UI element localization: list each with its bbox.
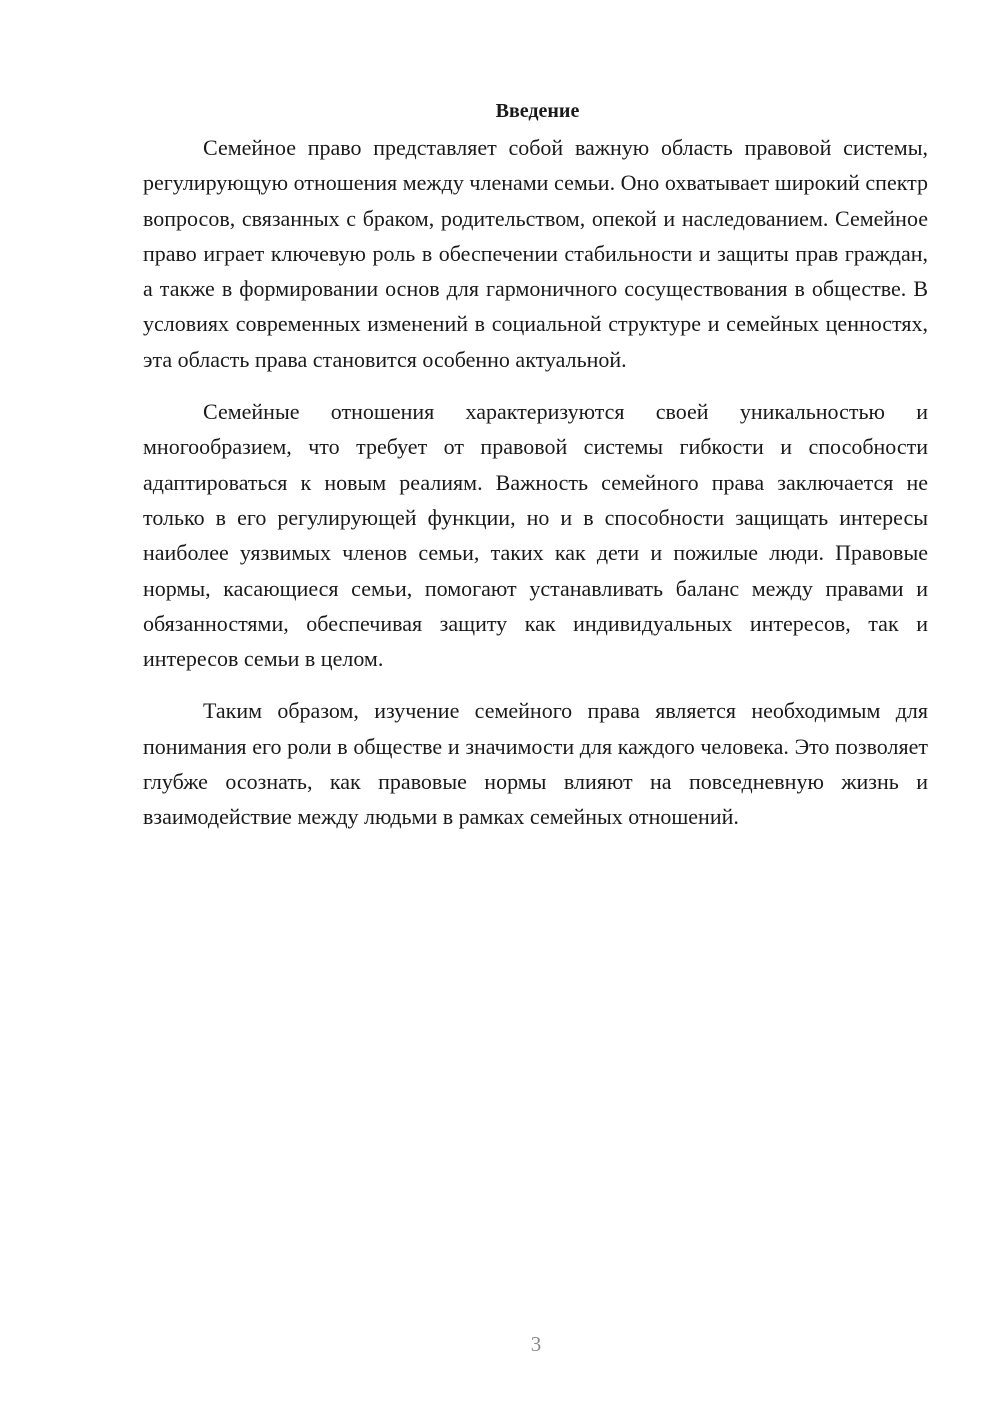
paragraph-1: Семейное право представляет собой важную область правовой системы, регулирующую отношения между членами семьи. Оно охватывает широкий спектр вопросов, связанных с браком, родительством, опекой и наследованием. Семейное право играет ключевую роль в обеспечении стабильности и защиты прав граждан, а также в формировании основ для гармоничного сосуществования в обществе. В условиях современных изменений в социальной структуре и семейных ценностях, эта область права становится особенно актуальной. — [143, 135, 928, 372]
page-number: 3 — [530, 1332, 542, 1356]
page-content — [143, 96, 928, 852]
section-title: Введение — [495, 100, 580, 122]
paragraph-3: Таким образом, изучение семейного права является необходимым для понимания его роли в обществе и значимости для каждого человека. Это позволяет глубже осознать, как правовые нормы влияют на повседневную жизнь и взаимодействие между людьми в рамках семейных отношений. — [143, 698, 928, 830]
paragraph-2: Семейные отношения характеризуются своей уникальностью и многообразием, что требует от правовой системы гибкости и способности адаптироваться к новым реалиям. Важность семейного права заключается не только в его регулирующей функции, но и в способности защищать интересы наиболее уязвимых членов семьи, таких как дети и пожилые люди. Правовые нормы, касающиеся семьи, помогают устанавливать баланс между правами и обязанностями, обеспечивая защиту как индивидуальных интересов, так и интересов семьи в целом. — [143, 399, 928, 672]
